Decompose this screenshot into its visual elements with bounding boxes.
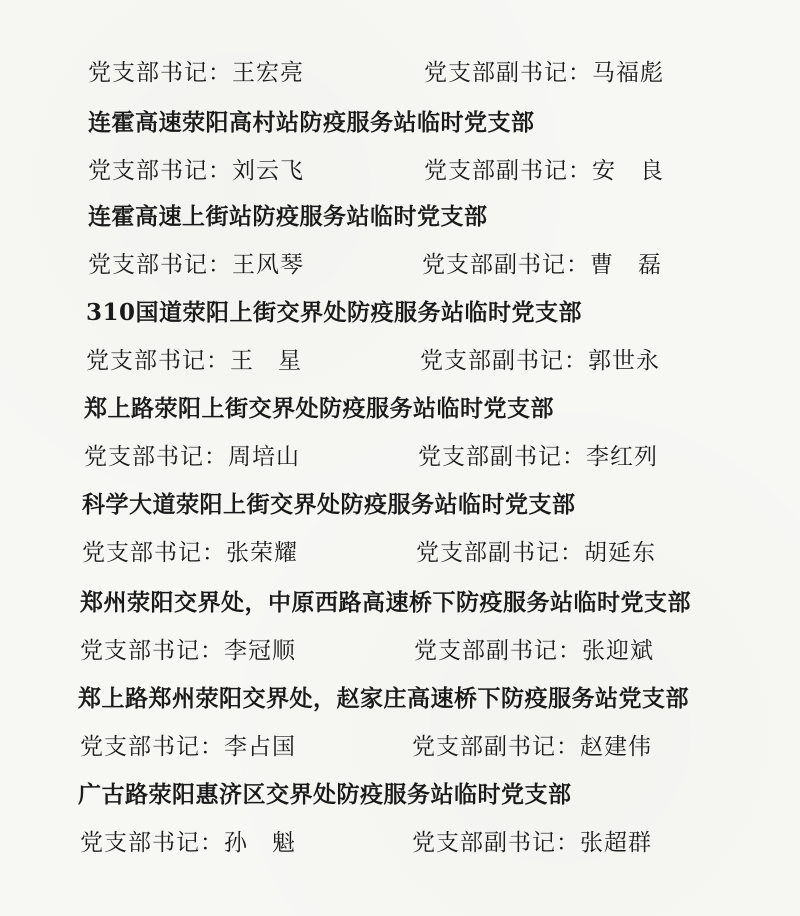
deputy-secretary-text: 党支部副书记：安 良: [424, 158, 664, 184]
deputy-secretary-text: 党支部副书记：张迎斌: [414, 638, 654, 664]
deputy-secretary-text: 党支部副书记：李红列: [418, 444, 658, 470]
branch-name: 310国道荥阳上街交界处防疫服务站临时党支部: [86, 299, 583, 326]
secretary-text: 党支部书记：王 星: [86, 348, 302, 374]
branch-name: 连霍高速上街站防疫服务站临时党支部: [88, 203, 488, 230]
deputy-secretary-text: 党支部副书记：张超群: [412, 830, 652, 856]
branch-name: 连霍高速荥阳高村站防疫服务站临时党支部: [88, 109, 535, 136]
secretary-text: 党支部书记：张荣耀: [82, 540, 298, 566]
branch-name: 郑州荥阳交界处，中原西路高速桥下防疫服务站临时党支部: [80, 589, 691, 616]
deputy-secretary-text: 党支部副书记：马福彪: [424, 60, 664, 86]
branch-name: 郑上路荥阳上街交界处防疫服务站临时党支部: [84, 395, 554, 422]
branch-name: 科学大道荥阳上街交界处防疫服务站临时党支部: [82, 491, 576, 518]
deputy-secretary-text: 党支部副书记：曹 磊: [422, 252, 662, 278]
secretary-text: 党支部书记：孙 魁: [80, 830, 296, 856]
secretary-text: 党支部书记：周培山: [84, 444, 300, 470]
deputy-secretary-text: 党支部副书记：赵建伟: [412, 734, 652, 760]
secretary-text: 党支部书记：王宏亮: [88, 60, 304, 86]
secretary-text: 党支部书记：刘云飞: [88, 158, 304, 184]
branch-name: 郑上路郑州荥阳交界处，赵家庄高速桥下防疫服务站党支部: [78, 685, 689, 712]
secretary-text: 党支部书记：李占国: [80, 734, 296, 760]
branch-name: 广古路荥阳惠济区交界处防疫服务站临时党支部: [78, 781, 572, 808]
secretary-text: 党支部书记：李冠顺: [80, 638, 296, 664]
deputy-secretary-text: 党支部副书记：郭世永: [420, 348, 660, 374]
deputy-secretary-text: 党支部副书记：胡延东: [416, 540, 656, 566]
secretary-text: 党支部书记：王风琴: [88, 252, 304, 278]
